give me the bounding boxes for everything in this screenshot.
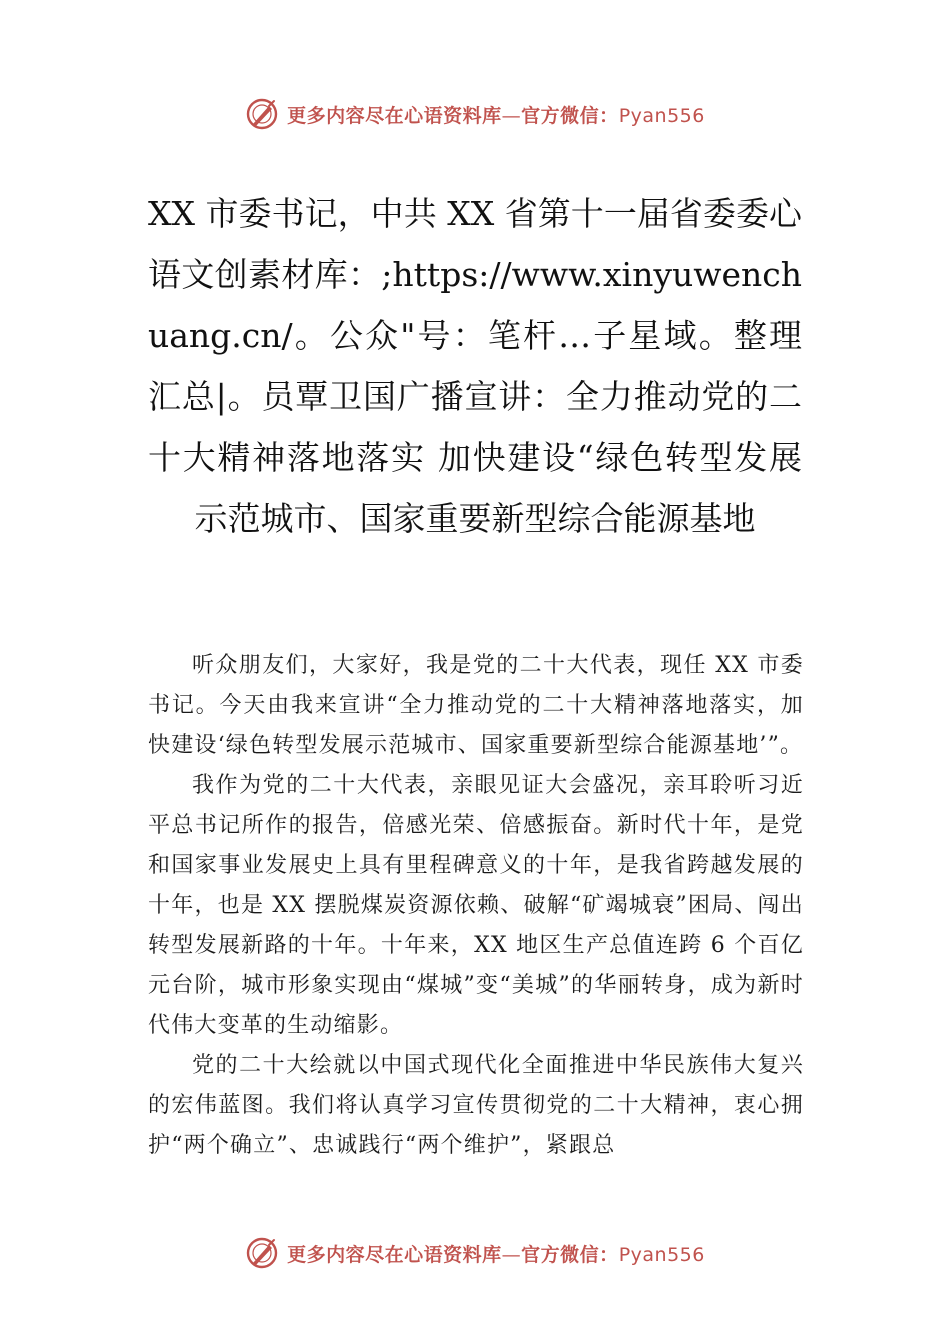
banner-wechat-id: Pyan556 — [618, 104, 705, 127]
banner-wechat-label: 官方微信： — [521, 1243, 619, 1266]
banner-wechat-label: 官方微信： — [521, 104, 619, 127]
banner-separator: — — [501, 104, 522, 127]
banner-main-text: 更多内容尽在心语资料库 — [287, 1243, 502, 1266]
document-body — [148, 646, 804, 1166]
quill-seal-icon — [245, 1236, 279, 1270]
banner-text — [287, 101, 705, 128]
banner-text — [287, 1240, 705, 1267]
footer-banner — [0, 1233, 950, 1273]
document-title: XX 市委书记，中共 XX 省第十一届省委委心语文创素材库：;https://www.xinyuwenchuang.cn/。公众"号：笔杆…子星域。整理汇总|。员覃卫国广播宣讲：全力推动党的二十大精神落地落实 加快建设“绿色转型发展示范城市、国家重要新型综合能源基地 — [148, 194, 802, 538]
body-paragraph: 听众朋友们，大家好，我是党的二十大代表，现任 XX 市委书记。今天由我来宣讲“全力推动党的二十大精神落地落实，加快建设‘绿色转型发展示范城市、国家重要新型综合能源基地’”。 — [148, 653, 804, 758]
quill-seal-icon — [245, 97, 279, 131]
banner-main-text: 更多内容尽在心语资料库 — [287, 104, 502, 127]
banner-wechat-id: Pyan556 — [618, 1243, 705, 1266]
body-paragraph: 我作为党的二十大代表，亲眼见证大会盛况，亲耳聆听习近平总书记所作的报告，倍感光荣、倍感振奋。新时代十年，是党和国家事业发展史上具有里程碑意义的十年，是我省跨越发展的十年，也是 XX 摆脱煤炭资源依赖、破解“矿竭城衰”困局、闯出转型发展新路的十年。十年来，XX 地区生产总值连跨 6 个百亿元台阶，城市形象实现由“煤城”变“美城”的华丽转身，成为新时代伟大变革的生动缩影。 — [148, 773, 804, 1038]
body-paragraph: 党的二十大绘就以中国式现代化全面推进中华民族伟大复兴的宏伟蓝图。我们将认真学习宣传贯彻党的二十大精神，衷心拥护“两个确立”、忠诚践行“两个维护”，紧跟总 — [148, 1053, 804, 1158]
banner-separator: — — [501, 1243, 522, 1266]
header-banner — [0, 94, 950, 134]
